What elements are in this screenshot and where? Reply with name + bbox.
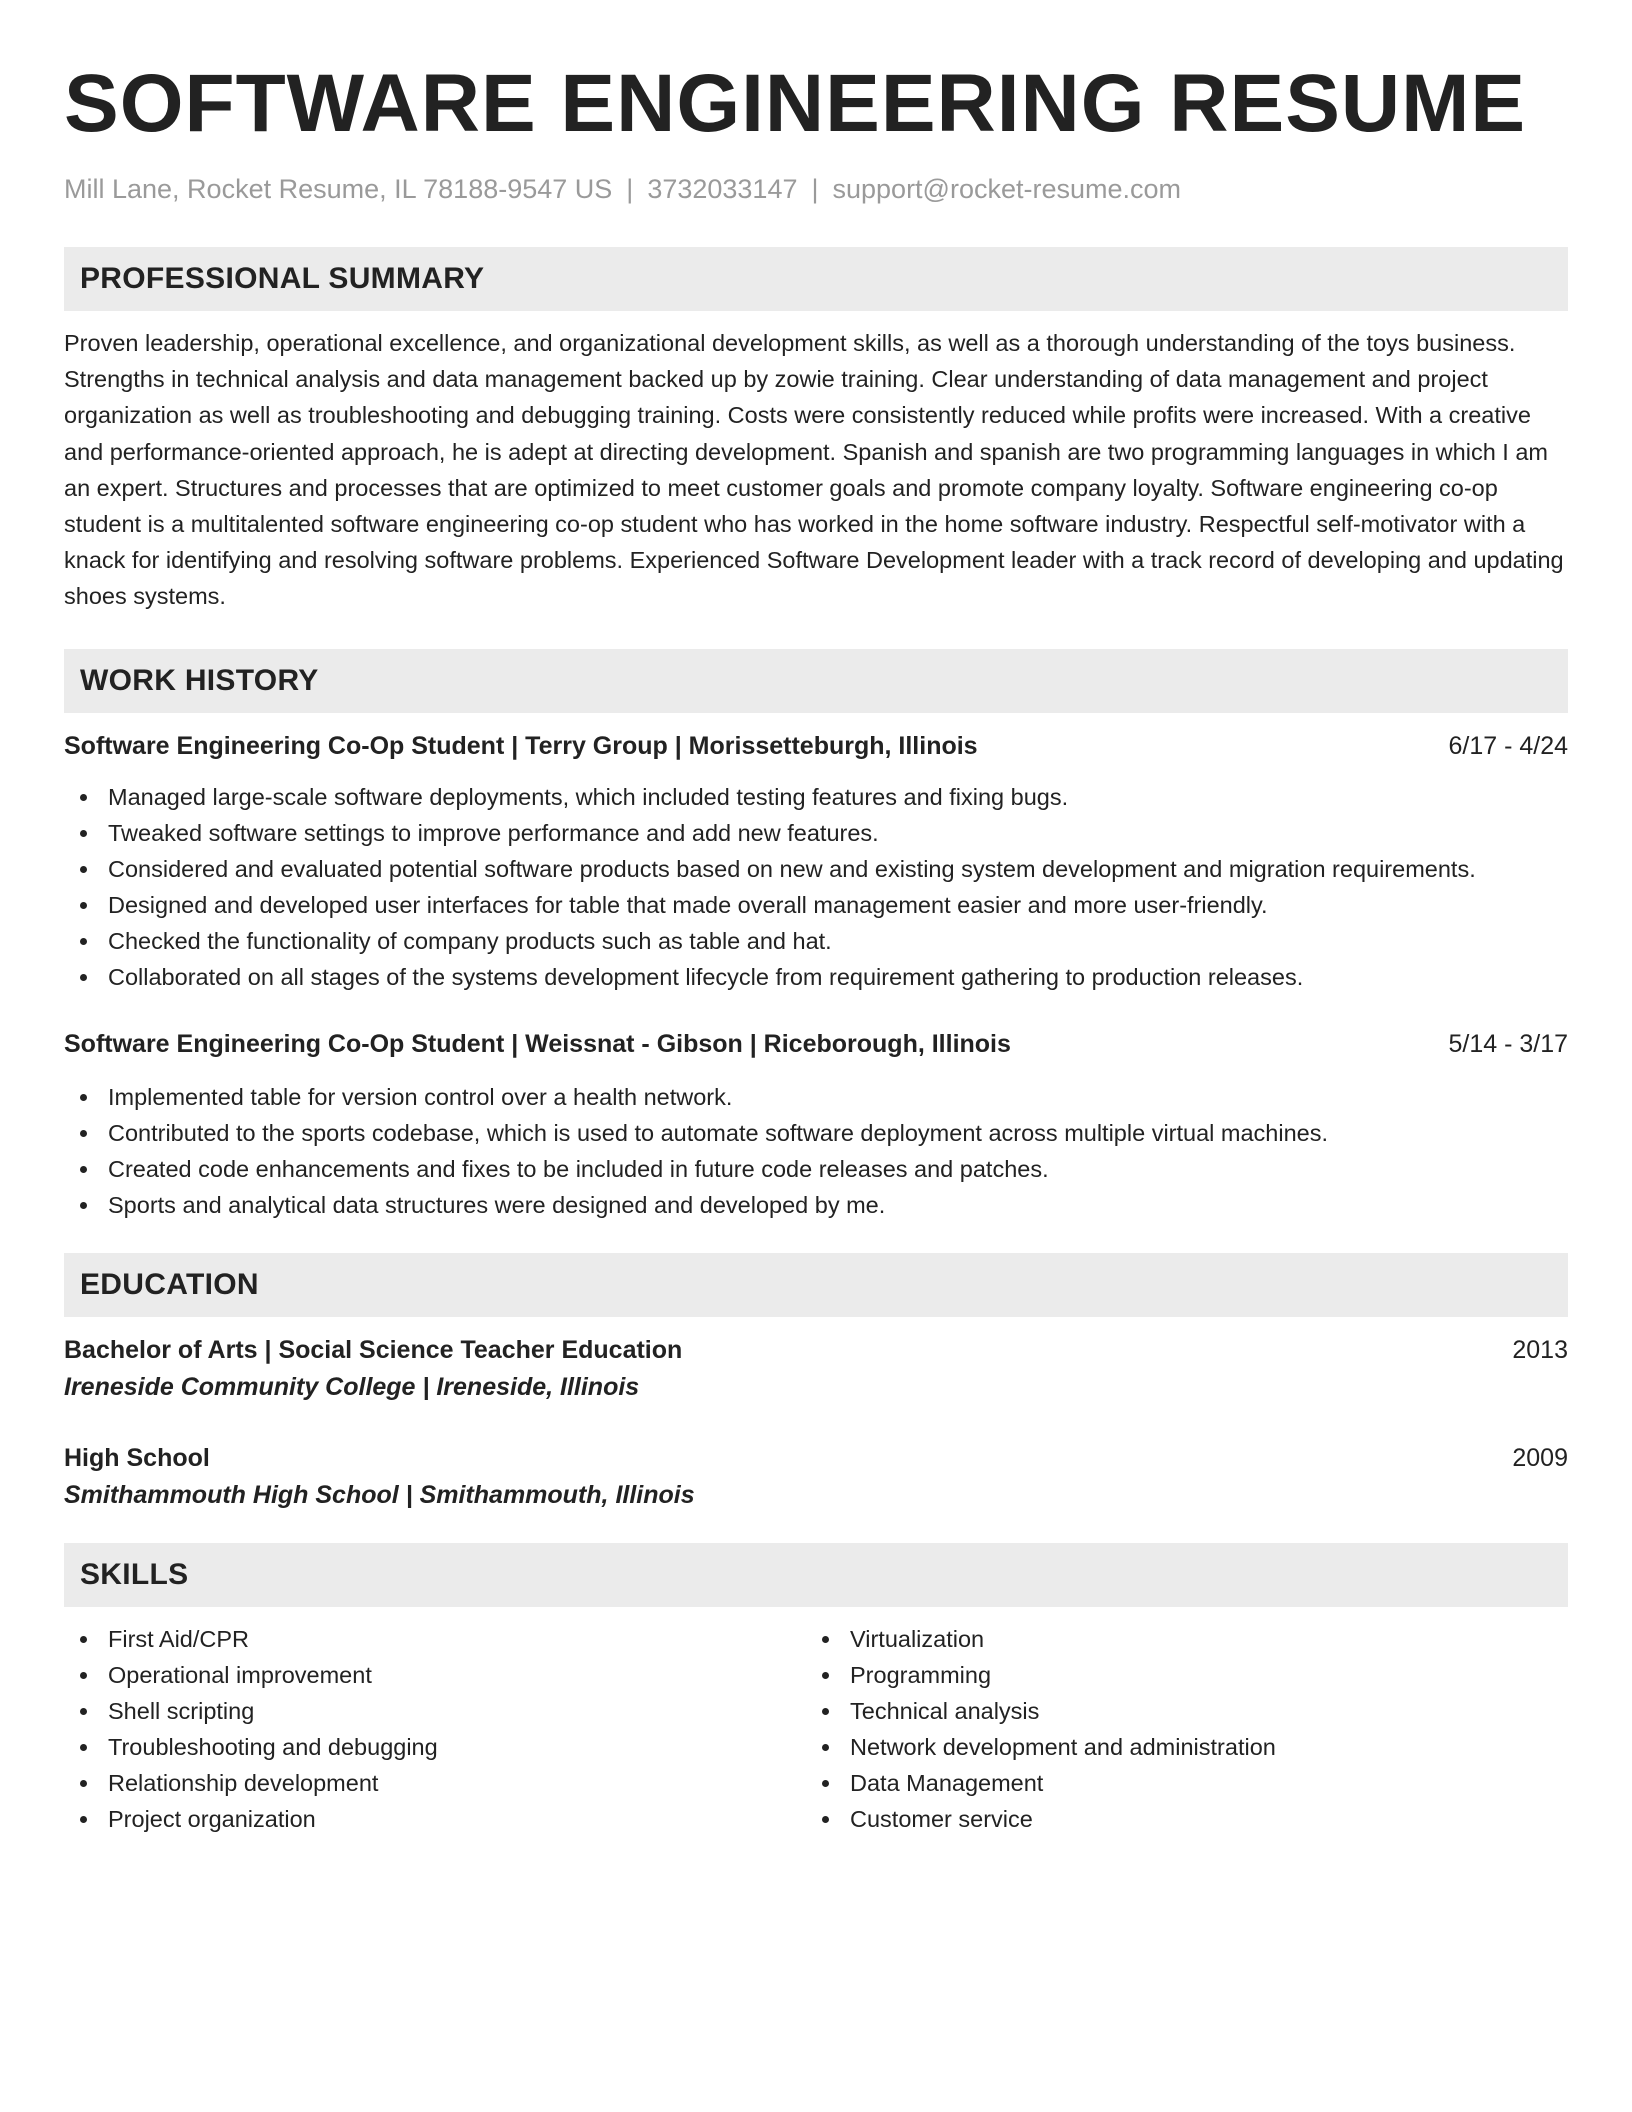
job-bullet: Contributed to the sports codebase, which is used to automate software deployment across multiple virtual machines. (64, 1115, 1568, 1151)
section-header-summary: PROFESSIONAL SUMMARY (64, 247, 1568, 311)
job-bullet: Implemented table for version control over a health network. (64, 1079, 1568, 1115)
education-heading-row (64, 1333, 1568, 1367)
job-bullet: Collaborated on all stages of the systems development lifecycle from requirement gathering to production releases. (64, 959, 1568, 995)
job-bullet: Designed and developed user interfaces for table that made overall management easier and more user-friendly. (64, 887, 1568, 923)
skill-item: Operational improvement (64, 1657, 806, 1693)
contact-line (64, 172, 1568, 206)
summary-text: Proven leadership, operational excellence, and organizational development skills, as well as a thorough understanding of the toys business. Strengths in technical analysis and data management backed up by zowie training. Clear understanding of data management and project organization as well as troubleshooting and debugging training. Costs were consistently reduced while profits were increased. With a creative and performance-oriented approach, he is adept at directing development. Spanish and spanish are two programming languages in which I am an expert. Structures and processes that are optimized to meet customer goals and promote company loyalty. Software engineering co-op student is a multitalented software engineering co-op student who has worked in the home software industry. Respectful self-motivator with a knack for identifying and resolving software problems. Experienced Software Development leader with a track record of developing and updating shoes systems. (64, 330, 1564, 610)
resume-title: SOFTWARE ENGINEERING RESUME (64, 58, 1527, 149)
resume-page (64, 56, 1568, 1837)
section-header-skills: SKILLS (64, 1543, 1568, 1607)
education-year: 2013 (1512, 1335, 1568, 1364)
job-heading-row (64, 1027, 1568, 1061)
education-year: 2009 (1512, 1443, 1568, 1472)
contact-address: Mill Lane, Rocket Resume, IL 78188-9547 US (64, 174, 613, 204)
education-heading-row (64, 1441, 1568, 1475)
job-entry (64, 1027, 1568, 1223)
section-header-education: EDUCATION (64, 1253, 1568, 1317)
education-school: Smithammouth High School | Smithammouth, Illinois (64, 1480, 695, 1509)
job-heading: Software Engineering Co-Op Student | Terry Group | Morissetteburgh, Illinois (64, 731, 978, 760)
education-degree: High School (64, 1443, 210, 1472)
skill-item: Troubleshooting and debugging (64, 1729, 806, 1765)
skill-item: Project organization (64, 1801, 806, 1837)
job-bullet: Considered and evaluated potential software products based on new and existing system development and migration requirements. (64, 851, 1568, 887)
job-dates: 5/14 - 3/17 (1448, 1029, 1568, 1058)
skill-item: Relationship development (64, 1765, 806, 1801)
skill-item: Shell scripting (64, 1693, 806, 1729)
skill-item: Customer service (806, 1801, 1548, 1837)
job-bullet: Created code enhancements and fixes to be included in future code releases and patches. (64, 1151, 1568, 1187)
job-heading: Software Engineering Co-Op Student | Weissnat - Gibson | Riceborough, Illinois (64, 1029, 1011, 1058)
education-entry (64, 1333, 1568, 1405)
skills-list-right (806, 1621, 1548, 1837)
job-bullet: Tweaked software settings to improve performance and add new features. (64, 815, 1568, 851)
skills-grid (64, 1621, 1568, 1837)
contact-separator: | (811, 174, 819, 204)
education-school: Ireneside Community College | Ireneside, Illinois (64, 1372, 640, 1401)
job-bullet: Managed large-scale software deployments, which included testing features and fixing bugs. (64, 779, 1568, 815)
job-dates: 6/17 - 4/24 (1448, 731, 1568, 760)
education-degree: Bachelor of Arts | Social Science Teacher Education (64, 1335, 683, 1364)
contact-email: support@rocket-resume.com (832, 174, 1182, 204)
job-bullet: Checked the functionality of company products such as table and hat. (64, 923, 1568, 959)
skill-item: Technical analysis (806, 1693, 1548, 1729)
section-header-work-history: WORK HISTORY (64, 649, 1568, 713)
education-entry (64, 1441, 1568, 1513)
skill-item: Programming (806, 1657, 1548, 1693)
job-bullet: Sports and analytical data structures were designed and developed by me. (64, 1187, 1568, 1223)
skill-item: First Aid/CPR (64, 1621, 806, 1657)
contact-phone: 3732033147 (647, 174, 798, 204)
skill-item: Data Management (806, 1765, 1548, 1801)
skills-list-left (64, 1621, 806, 1837)
job-heading-row (64, 729, 1568, 763)
contact-separator: | (626, 174, 634, 204)
skill-item: Network development and administration (806, 1729, 1548, 1765)
skill-item: Virtualization (806, 1621, 1548, 1657)
job-bullet-list (64, 1079, 1568, 1223)
job-entry (64, 729, 1568, 995)
job-bullet-list (64, 779, 1568, 995)
